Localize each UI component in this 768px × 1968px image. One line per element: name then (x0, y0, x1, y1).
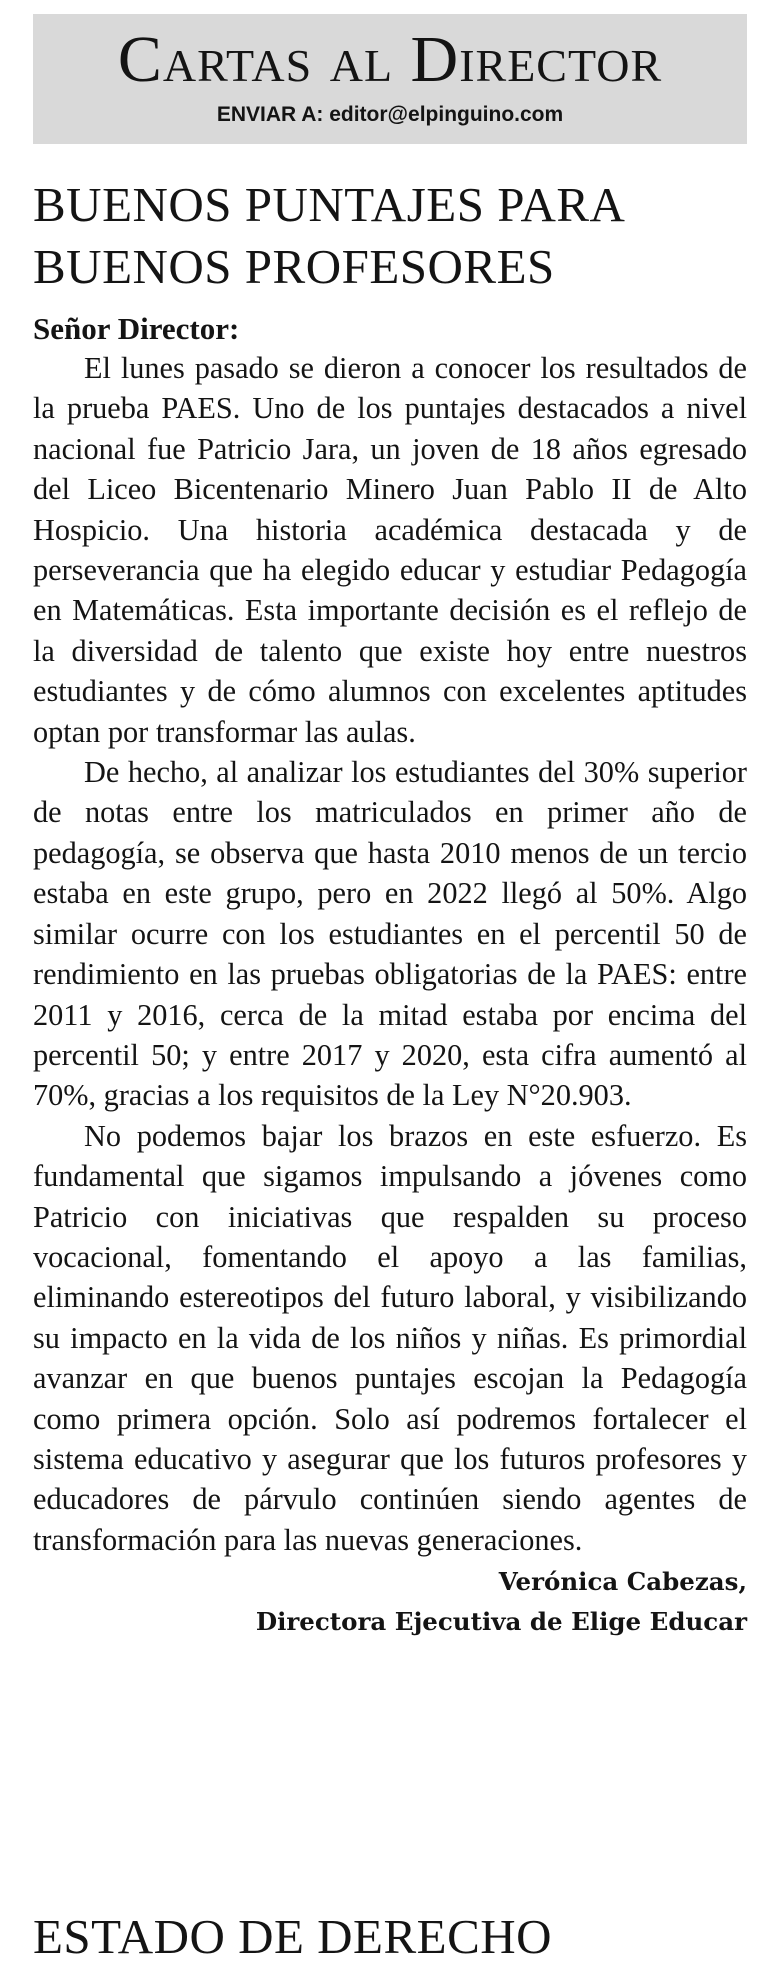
signature-title: Directora Ejecutiva de Elige Educar (255, 1607, 747, 1637)
letter-body (33, 348, 747, 1560)
paragraph: De hecho, al analizar los estudiantes del 30% superior de notas entre los matriculados en primer año de pedagogía, se observa que hasta 2010 menos de un tercio estaba en este grupo, pero en 2022 llegó al 50%. Algo similar ocurre con los estudiantes en el percentil 50 de rendimiento en las pruebas obligatorias de la PAES: entre 2011 y 2016, cerca de la mitad estaba por encima del percentil 50; y entre 2017 y 2020, esta cifra aumentó al 70%, gracias a los requisitos de la Ley N°20.903. (33, 755, 747, 1113)
next-letter-headline: ESTADO DE DERECHO (33, 1909, 553, 1964)
paragraph: El lunes pasado se dieron a conocer los resultados de la prueba PAES. Uno de los puntajes destacados a nivel nacional fue Patricio Jara, un joven de 18 años egresado del Liceo Bicentenario Minero Juan Pablo II de Alto Hospicio. Una historia académica destacada y de perseverancia que ha elegido educar y estudiar Pedagogía en Matemáticas. Esta importante decisión es el reflejo de la diversidad de talento que existe hoy entre nuestros estudiantes y de cómo alumnos con excelentes aptitudes optan por transformar las aulas. (33, 351, 747, 749)
section-title: Cartas al Director (117, 23, 663, 96)
letters-page (33, 14, 747, 1642)
signature-name: Verónica Cabezas, (498, 1567, 747, 1597)
paragraph: No podemos bajar los brazos en este esfuerzo. Es fundamental que sigamos impulsando a jóvenes como Patricio con iniciativas que respalden su proceso vocacional, fomentando el apoyo a las familias, eliminando estereotipos del futuro laboral, y visibilizando su impacto en la vida de los niños y niñas. Es primordial avanzar en que buenos puntajes escojan la Pedagogía como primera opción. Solo así podremos fortalecer el sistema educativo y asegurar que los futuros profesores y educadores de párvulo continúen siendo agentes de transformación para las nuevas generaciones. (33, 1118, 747, 1557)
signature (33, 1562, 747, 1642)
letter-headline: BUENOS PUNTAJES PARA BUENOS PROFESORES (33, 177, 623, 294)
submission-email: ENVIAR A: editor@elpinguino.com (216, 103, 564, 126)
salutation: Señor Director: (33, 311, 240, 346)
section-header (33, 14, 747, 144)
